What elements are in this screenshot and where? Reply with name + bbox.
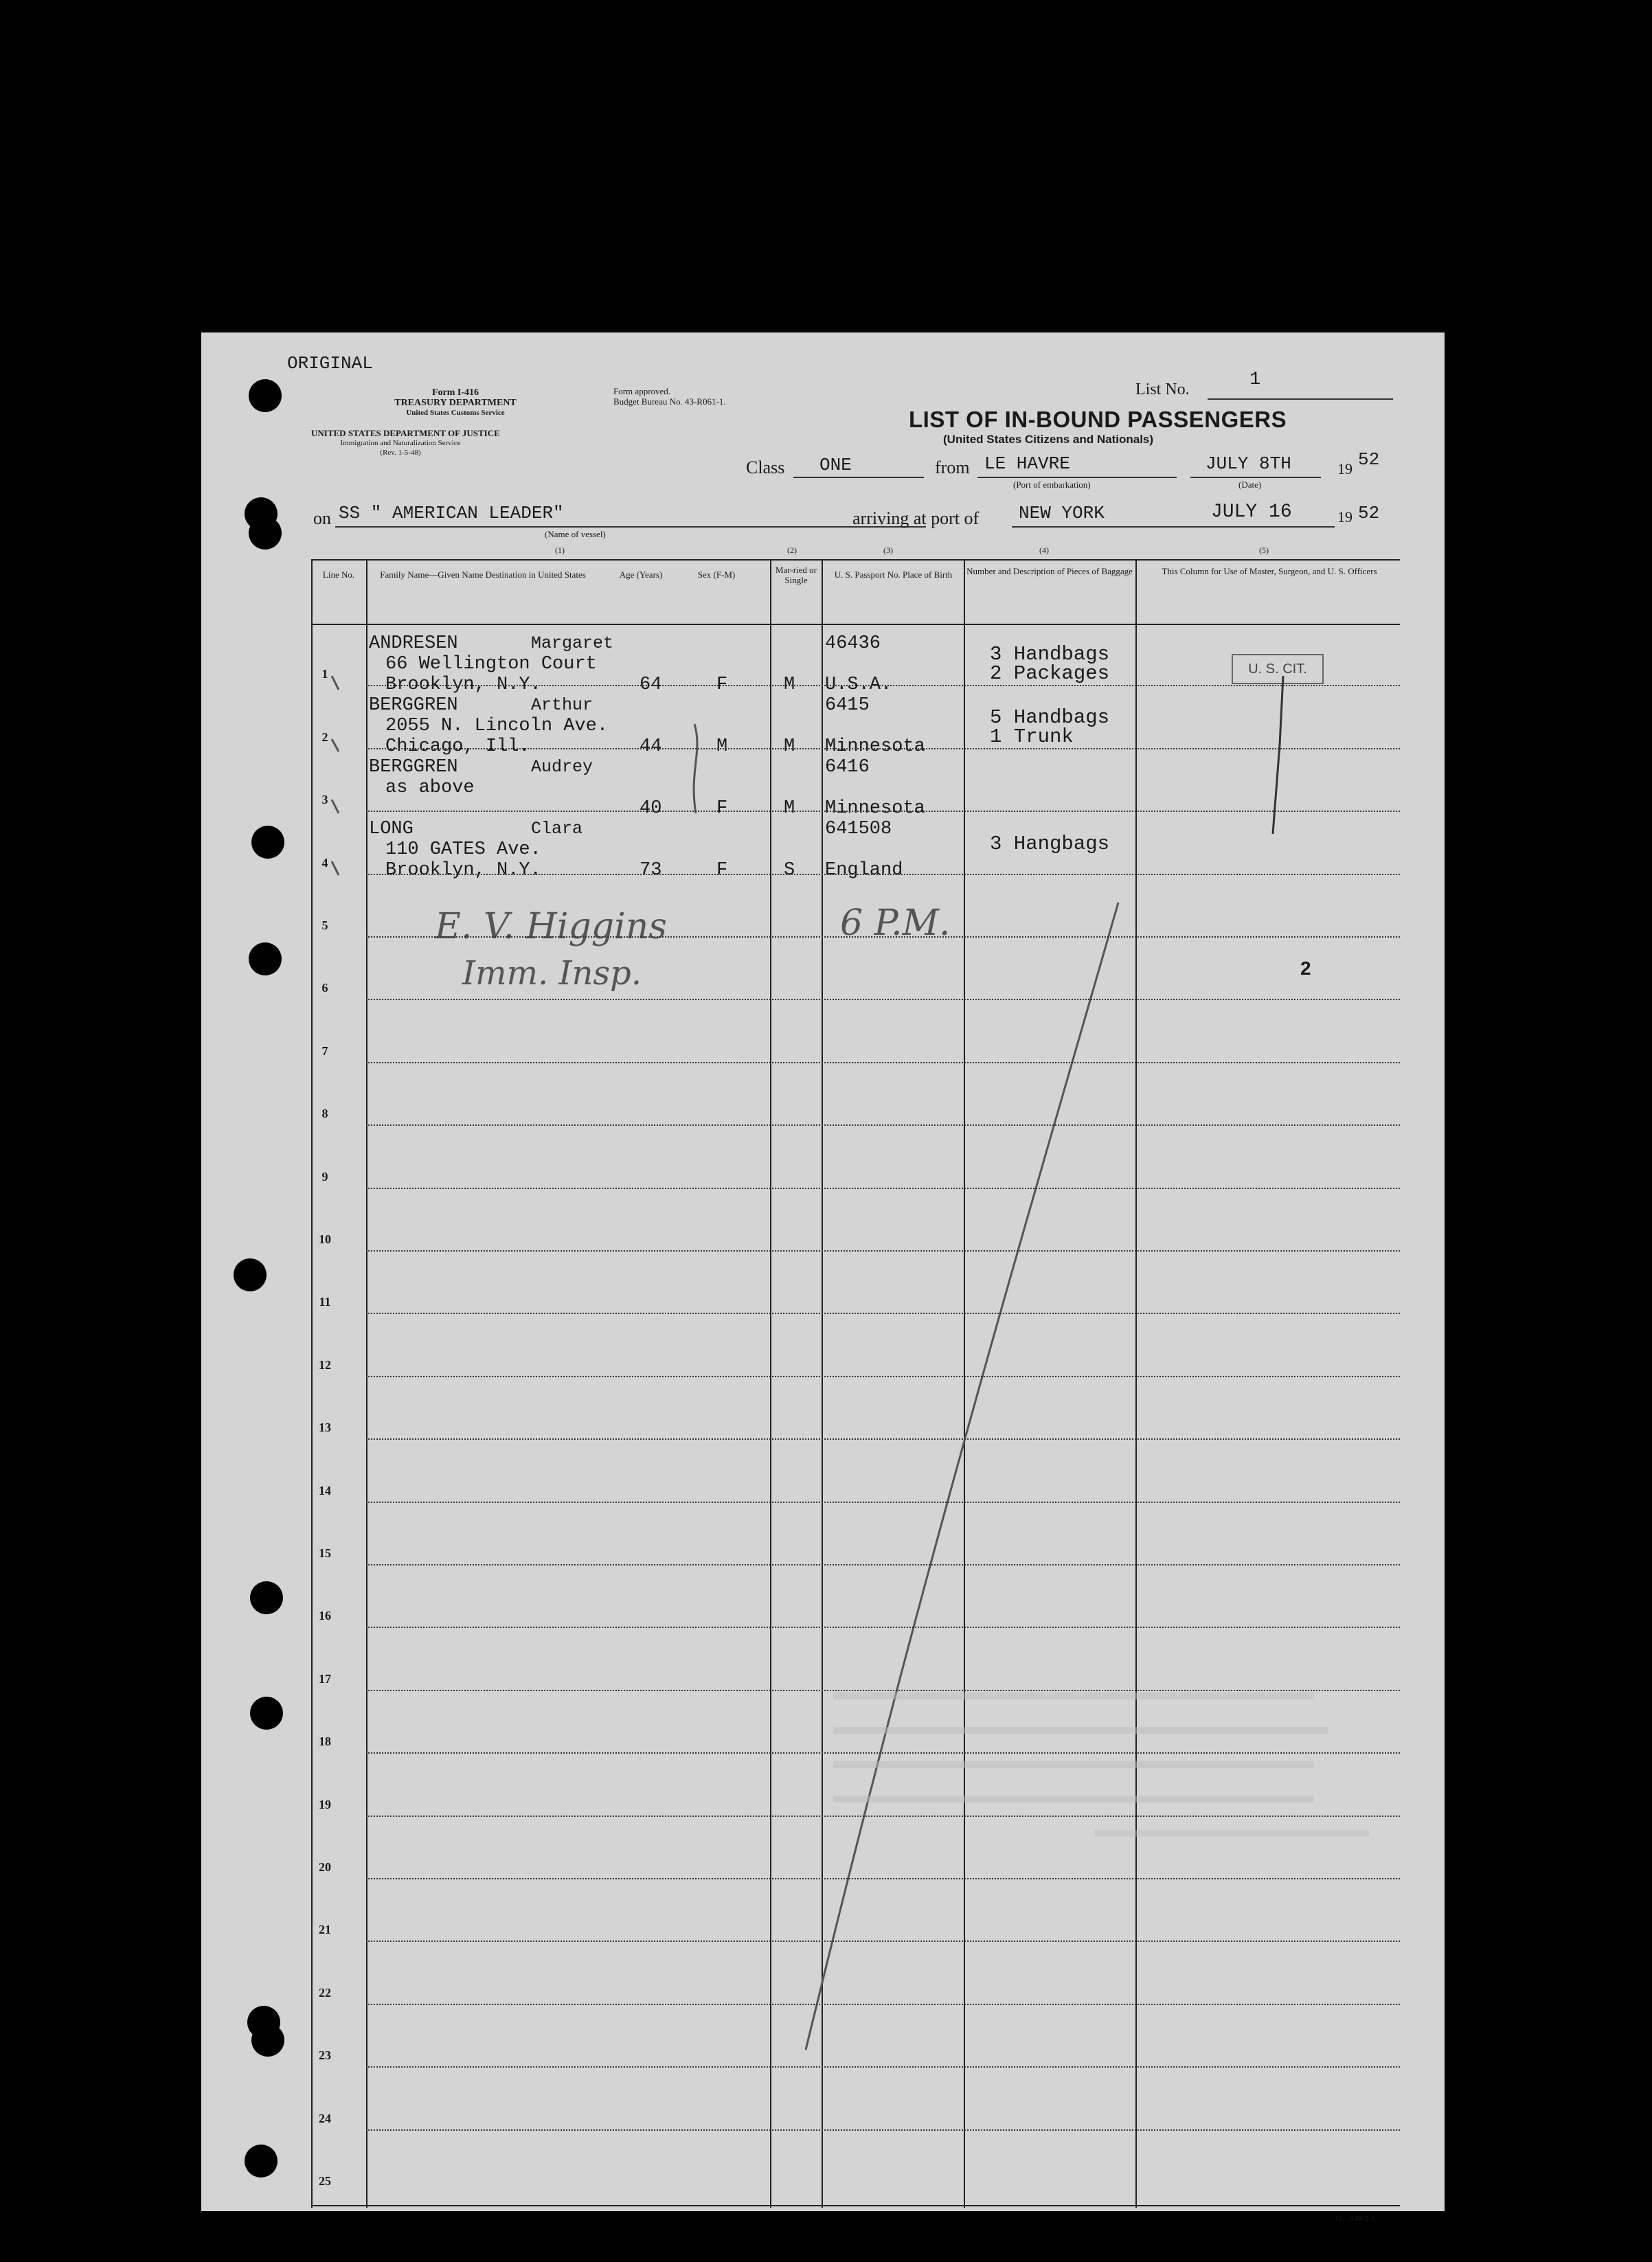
age: 40 xyxy=(640,798,662,819)
given-name: Margaret xyxy=(531,633,614,653)
form-approved: Form approved. xyxy=(613,386,671,396)
from-label: from xyxy=(935,457,970,477)
col-num-4: (4) xyxy=(1039,545,1049,555)
col-num-3: (3) xyxy=(883,545,893,555)
line-number: 2 xyxy=(321,730,328,744)
passport-no: 641508 xyxy=(825,819,892,839)
marital-status: M xyxy=(784,675,795,695)
treasury-department: TREASURY DEPARTMENT xyxy=(394,398,517,408)
row-separator xyxy=(366,1752,1400,1754)
line-number: 10 xyxy=(319,1232,331,1246)
binder-hole xyxy=(251,2024,284,2057)
line-number: 13 xyxy=(319,1421,331,1435)
marital-status: S xyxy=(784,860,795,881)
arrival-port: NEW YORK xyxy=(1019,503,1105,523)
row-separator xyxy=(366,1376,1400,1377)
binder-hole xyxy=(249,942,282,975)
line-number: 21 xyxy=(319,1923,331,1937)
year-prefix: 19 xyxy=(1337,460,1353,477)
surname: BERGGREN xyxy=(369,695,458,716)
row-separator xyxy=(366,2004,1400,2005)
col-header-baggage: Number and Description of Pieces of Baggage xyxy=(966,566,1133,576)
departure-year: 52 xyxy=(1358,449,1380,470)
col-header-line: Line No. xyxy=(322,569,355,580)
doj-label: UNITED STATES DEPARTMENT OF JUSTICE xyxy=(311,428,500,438)
surname: BERGGREN xyxy=(369,757,458,778)
row-separator xyxy=(366,1188,1400,1189)
sex: F xyxy=(716,798,728,819)
row-separator xyxy=(366,1816,1400,1817)
customs-service: United States Customs Service xyxy=(406,409,505,417)
col-header-age: Age (Years) xyxy=(619,569,663,580)
line-number: 20 xyxy=(319,1860,331,1874)
pen-strokes xyxy=(201,332,1445,2211)
row-separator xyxy=(366,748,1400,749)
col-num-1: (1) xyxy=(555,545,565,555)
passport-note: 6 P.M. xyxy=(840,903,951,944)
line-number: 23 xyxy=(319,2048,331,2063)
address-line-1: 66 Wellington Court xyxy=(385,654,597,675)
line-number: 19 xyxy=(319,1797,331,1811)
line-number: 9 xyxy=(321,1169,328,1184)
line-number: 22 xyxy=(319,1985,331,2000)
arrival-year: 52 xyxy=(1358,503,1380,523)
col-header-married: Mar-ried or Single xyxy=(775,565,817,585)
address-line-1: as above xyxy=(385,778,475,798)
surname: LONG xyxy=(369,819,414,839)
line-number: 1 xyxy=(321,667,328,681)
manifest-page xyxy=(201,332,1445,2223)
inspector-signature: E. V. Higgins xyxy=(435,906,667,947)
passport-no: 46436 xyxy=(825,633,881,654)
address-line-1: 2055 N. Lincoln Ave. xyxy=(385,716,609,736)
class-value: ONE xyxy=(819,455,852,475)
passport-no: 6415 xyxy=(825,695,870,716)
row-separator xyxy=(366,1062,1400,1063)
line-number: 12 xyxy=(319,1357,331,1372)
sex: F xyxy=(716,675,728,695)
from-port: LE HAVRE xyxy=(984,453,1070,474)
budget-bureau: Budget Bureau No. 43-R061-1. xyxy=(613,396,726,407)
row-separator xyxy=(366,685,1400,686)
line-number: 14 xyxy=(319,1483,331,1497)
row-separator xyxy=(366,874,1400,875)
line-number: 7 xyxy=(321,1043,328,1058)
binder-hole xyxy=(234,1258,267,1291)
baggage-line-2: 2 Packages xyxy=(990,662,1110,685)
us-citizen-stamp: U. S. CIT. xyxy=(1232,654,1324,684)
officer-count: 2 xyxy=(1300,958,1311,979)
row-separator xyxy=(366,1564,1400,1565)
address-line-2: Brooklyn, N.Y. xyxy=(385,675,541,695)
place-of-birth: Minnesota xyxy=(825,798,925,819)
row-separator xyxy=(366,1627,1400,1628)
baggage-line-2: 1 Trunk xyxy=(990,725,1074,748)
line-number: 17 xyxy=(319,1671,331,1686)
line-number: 18 xyxy=(319,1734,331,1749)
line-number: 3 xyxy=(321,793,328,807)
baggage-line-1: 3 Hangbags xyxy=(990,833,1110,855)
marital-status: M xyxy=(784,736,795,757)
sex: M xyxy=(716,736,728,757)
line-number: 11 xyxy=(319,1295,331,1309)
vessel-caption: (Name of vessel) xyxy=(545,529,606,539)
col-num-2: (2) xyxy=(787,545,797,555)
passport-no: 6416 xyxy=(825,757,870,778)
departure-date: JULY 8TH xyxy=(1206,453,1291,474)
row-separator xyxy=(366,999,1400,1000)
col-num-5: (5) xyxy=(1259,545,1269,555)
ins-label: Immigration and Naturalization Service xyxy=(340,439,461,447)
line-number: 4 xyxy=(321,855,328,870)
row-separator xyxy=(366,1690,1400,1691)
row-separator xyxy=(366,811,1400,812)
line-number: 5 xyxy=(321,918,328,932)
col-header-officers: This Column for Use of Master, Surgeon, and U. S. Officers xyxy=(1162,566,1377,576)
line-number: 24 xyxy=(319,2111,331,2125)
row-separator xyxy=(366,1941,1400,1942)
line-number: 25 xyxy=(319,2174,331,2188)
row-separator xyxy=(366,1250,1400,1252)
address-line-2: Chicago, Ill. xyxy=(385,736,530,757)
given-name: Audrey xyxy=(531,757,593,777)
port-caption: (Port of embarkation) xyxy=(1013,479,1091,490)
place-of-birth: Minnesota xyxy=(825,736,925,757)
row-separator xyxy=(366,1438,1400,1440)
age: 64 xyxy=(640,675,662,695)
footer-code: 16—54652-1 xyxy=(1335,2215,1375,2223)
baggage-line-1: 5 Handbags xyxy=(990,706,1110,729)
binder-hole xyxy=(245,2145,278,2178)
row-separator xyxy=(366,1502,1400,1503)
age: 73 xyxy=(640,860,662,881)
col-header-sex: Sex (F-M) xyxy=(697,569,736,580)
inspector-title: Imm. Insp. xyxy=(462,954,642,993)
given-name: Clara xyxy=(531,819,583,839)
vessel-name: SS " AMERICAN LEADER" xyxy=(339,503,564,523)
page-subtitle: (United States Citizens and Nationals) xyxy=(943,433,1154,446)
row-separator xyxy=(366,1124,1400,1126)
address-line-1: 110 GATES Ave. xyxy=(385,839,541,860)
class-label: Class xyxy=(746,457,785,477)
age: 44 xyxy=(640,736,662,757)
col-header-name: Family Name—Given Name Destination in United States xyxy=(380,569,586,580)
sex: F xyxy=(716,860,728,881)
line-number: 6 xyxy=(321,981,328,995)
original-label: ORIGINAL xyxy=(287,353,373,374)
row-separator xyxy=(366,1313,1400,1314)
place-of-birth: England xyxy=(825,860,903,881)
col-header-passport: U. S. Passport No. Place of Birth xyxy=(834,569,953,580)
row-separator xyxy=(366,2129,1400,2131)
surname: ANDRESEN xyxy=(369,633,458,654)
line-number: 15 xyxy=(319,1546,331,1560)
line-number: 8 xyxy=(321,1107,328,1121)
row-separator xyxy=(366,936,1400,938)
arrival-date: JULY 16 xyxy=(1211,501,1292,523)
binder-hole xyxy=(250,1697,283,1730)
row-separator xyxy=(366,2066,1400,2068)
binder-hole xyxy=(250,1581,283,1614)
page-title: LIST OF IN-BOUND PASSENGERS xyxy=(909,407,1287,432)
address-line-2: Brooklyn, N.Y. xyxy=(385,860,541,881)
given-name: Arthur xyxy=(531,695,593,715)
on-label: on xyxy=(313,508,331,528)
binder-hole xyxy=(249,379,282,412)
binder-hole xyxy=(249,517,282,550)
list-no-value: 1 xyxy=(1249,370,1261,390)
line-number: 16 xyxy=(319,1609,331,1623)
form-number: Form I-416 xyxy=(431,387,479,398)
binder-hole xyxy=(251,826,284,859)
year-prefix-2: 19 xyxy=(1337,508,1353,525)
list-no-label: List No. xyxy=(1135,381,1190,398)
revision: (Rev. 1-5-48) xyxy=(380,449,421,457)
row-separator xyxy=(366,1878,1400,1879)
baggage-line-1: 3 Handbags xyxy=(990,643,1110,666)
place-of-birth: U.S.A. xyxy=(825,675,892,695)
date-caption: (Date) xyxy=(1238,479,1262,490)
arriving-label: arriving at port of xyxy=(852,508,980,528)
marital-status: M xyxy=(784,798,795,819)
